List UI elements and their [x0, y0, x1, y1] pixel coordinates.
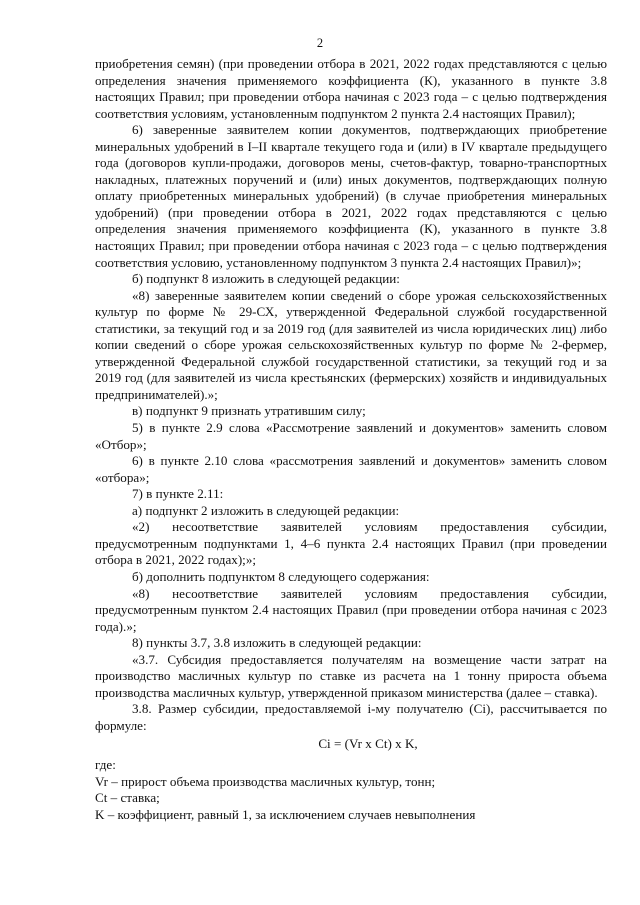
- paragraph-item-7: 7) в пункте 2.11:: [132, 486, 224, 502]
- page-number: 2: [316, 36, 324, 50]
- paragraph-item-8: 8) пункты 3.7, 3.8 изложить в следующей редакции:: [132, 635, 422, 651]
- definition-k: K – коэффициент, равный 1, за исключением случаев невыполнения: [95, 806, 476, 822]
- definition-ct: Ct – ставка;: [95, 790, 160, 806]
- paragraph-quote-8: «8) заверенные заявителем копии сведений о сборе урожая сельскохозяйственных культур по форме № 29-СХ, утвержденной Федеральной службой государственной статистики, за текущий год и за 2019 год (для заявителей из числа юридических лиц) либо копии сведений о сборе урожая сельскохозяйственных культур по форме № 2-фермер, утвержденной Федеральной службой государственной статистики, за текущий год и за 2019 год (для заявителей из числа крестьянских (фермерских) хозяйств и индивидуальных предпринимателей).»;: [95, 287, 607, 402]
- paragraph-quote-2: «2) несоответствие заявителей условиям предоставления субсидии, предусмотренным подпунктами 1, 4–6 пункта 2.4 настоящих Правил (при проведении отбора в 2021, 2022 годах);»;: [95, 519, 607, 568]
- paragraph-clause-3-8: 3.8. Размер субсидии, предоставляемой i-му получателю (Ci), рассчитывается по формуле:: [95, 701, 607, 733]
- definition-where: где:: [95, 756, 116, 772]
- paragraph-subitem-b2: б) дополнить подпунктом 8 следующего содержания:: [132, 568, 430, 584]
- paragraph-item-6b: 6) в пункте 2.10 слова «рассмотрения заявлений и документов» заменить словом «отбора»;: [95, 453, 607, 485]
- paragraph-item-5: 5) в пункте 2.9 слова «Рассмотрение заявлений и документов» заменить словом «Отбор»;: [95, 420, 607, 452]
- paragraph-clause-3-7: «3.7. Субсидия предоставляется получателям на возмещение части затрат на производство масличных культур по ставке из расчета на 1 тонну прироста объема производства масличных культур, утвержденной приказом министерства (далее – ставка).: [95, 651, 607, 700]
- paragraph-quote-8b: «8) несоответствие заявителей условиям предоставления субсидии, предусмотренным пунктом 2.4 настоящих Правил (при проведении отбора начиная с 2023 года).»;: [95, 585, 607, 634]
- document-body: [95, 56, 607, 823]
- subsidy-formula: Ci = (Vr x Ct) x K,: [318, 736, 418, 752]
- paragraph-subitem-v: в) подпункт 9 признать утратившим силу;: [132, 403, 366, 419]
- definition-vr: Vr – прирост объема производства масличных культур, тонн;: [95, 773, 436, 789]
- paragraph-subitem-b: б) подпункт 8 изложить в следующей редакции:: [132, 271, 400, 287]
- paragraph-continuation: приобретения семян) (при проведении отбора в 2021, 2022 годах представляются с целью определения значения применяемого коэффициента (К), указанного в пункте 3.8 настоящих Правил; при проведении отбора начиная с 2023 года – с целью подтверждения соответствия условиям, установленным подпунктом 2 пункта 2.4 настоящих Правил);: [95, 56, 607, 121]
- paragraph-subitem-a: а) подпункт 2 изложить в следующей редакции:: [132, 502, 400, 518]
- paragraph-item-6: 6) заверенные заявителем копии документов, подтверждающих приобретение минеральных удобрений в I–II квартале текущего года и (или) в IV квартале предыдущего года (договоров купли-продажи, договоров мены, счетов-фактур, товарно-транспортных накладных, платежных поручений и (или) иных документов, подтверждающих полную оплату приобретенных минеральных удобрений) (в случае приобретения минеральных удобрений) (при проведении отбора в 2021, 2022 годах представляются с целью определения значения применяемого коэффициента (К), указанного в пункте 3.8 настоящих Правил; при проведении отбора начиная с 2023 года – с целью подтверждения соответствия условию, установленному подпунктом 3 пункта 2.4 настоящих Правил)»;: [95, 122, 607, 270]
